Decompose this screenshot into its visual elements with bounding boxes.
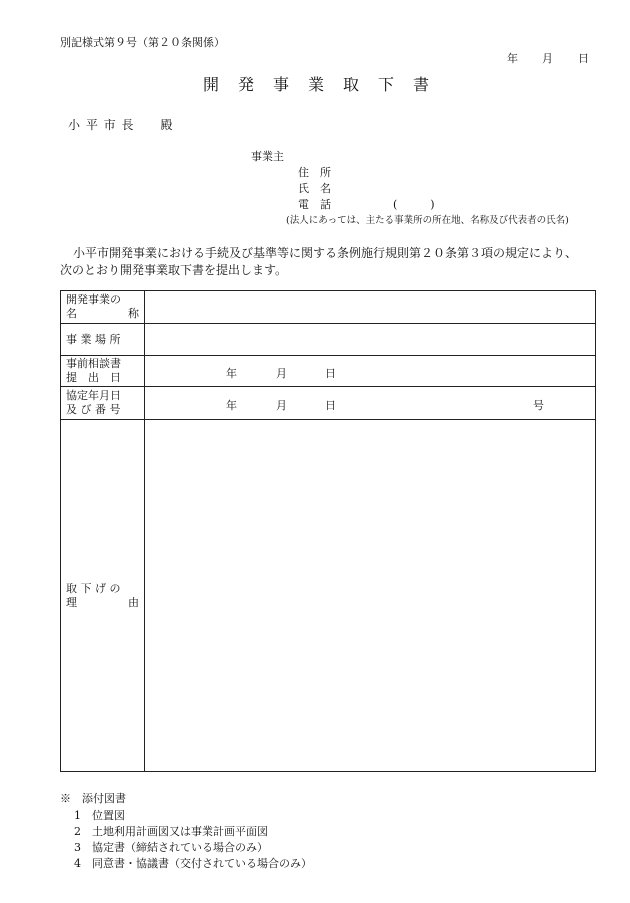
date-day: 日 (578, 52, 589, 65)
address-label: 住 所 (298, 166, 331, 179)
consultation-month: 月 (276, 367, 287, 380)
name-label: 氏 名 (298, 182, 331, 195)
label-line: 取 下 げ の (66, 581, 121, 595)
consultation-date-label (61, 356, 145, 387)
label-char: 理 (66, 595, 77, 609)
agreement-month: 月 (276, 399, 287, 412)
consultation-day: 日 (325, 367, 336, 380)
corporate-note: (法人にあっては、主たる事業所の所在地、名称及び代表者の氏名) (286, 215, 569, 226)
label-char: 由 (128, 595, 139, 609)
label-line: 提 出 日 (66, 371, 121, 384)
reason-value[interactable] (145, 420, 596, 772)
label-line (66, 596, 144, 610)
agreement-number: 号 (533, 399, 544, 412)
page-title: 開発事業取下書 (203, 75, 449, 94)
location-label (61, 324, 145, 356)
consultation-date-value[interactable] (145, 356, 596, 387)
date-month: 月 (542, 52, 553, 65)
statement-line-1: 小平市開発事業における手続及び基準等に関する条例施行規則第２０条第３項の規定により、 (73, 246, 578, 260)
application-table (60, 290, 596, 772)
agreement-value[interactable] (145, 387, 596, 420)
attachment-item: 3 協定書（締結されている場合のみ） (74, 841, 268, 854)
label-line: 協定年月日 (66, 389, 121, 402)
label-char: 名 (66, 307, 77, 320)
applicant-label: 事業主 (251, 150, 284, 163)
attachment-item: 1 位置図 (74, 809, 125, 822)
label-line: 事前相談書 (66, 357, 121, 370)
table-row-agreement (61, 387, 596, 420)
date-year: 年 (507, 52, 518, 65)
project-name-value[interactable] (145, 291, 596, 324)
table-row-location (61, 324, 596, 356)
phone-parentheses: ( ) (393, 198, 435, 211)
table-row-consultation-date (61, 356, 596, 387)
reason-label (61, 420, 145, 772)
label-line: 開発事業の (66, 293, 121, 306)
location-value[interactable] (145, 324, 596, 356)
label-line: 及 び 番 号 (66, 403, 121, 416)
agreement-year: 年 (226, 399, 237, 412)
phone-label: 電 話 (298, 198, 331, 211)
attachment-item: 4 同意書・協議書（交付されている場合のみ） (74, 857, 312, 870)
attachments-heading: ※ 添付図書 (60, 792, 126, 805)
table-row-reason (61, 420, 596, 772)
addressee: 小 平 市 長 殿 (68, 118, 174, 132)
label-line (66, 307, 144, 321)
form-reference: 別記様式第９号（第２０条関係） (60, 36, 225, 49)
agreement-label (61, 387, 145, 420)
label-char: 称 (128, 307, 139, 320)
attachment-item: 2 土地利用計画図又は事業計画平面図 (74, 825, 268, 838)
statement-line-2: 次のとおり開発事業取下書を提出します。 (60, 263, 288, 277)
label-text: 事 業 場 所 (66, 332, 121, 346)
consultation-year: 年 (226, 367, 237, 380)
agreement-day: 日 (325, 399, 336, 412)
table-row-project-name (61, 291, 596, 324)
project-name-label (61, 291, 145, 324)
